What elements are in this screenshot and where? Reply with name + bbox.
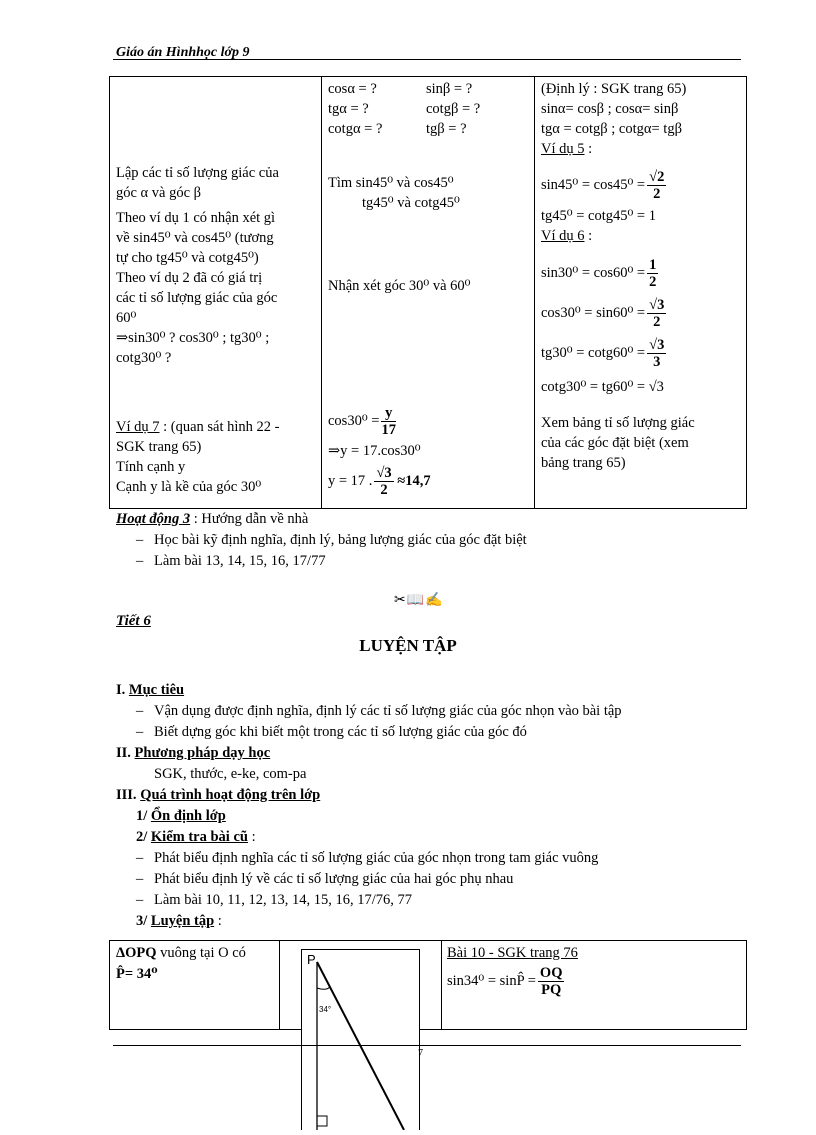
fraction: $\frac{√2}{2}$	[649, 169, 665, 202]
triangle-opq-icon	[302, 950, 419, 1130]
fraction: $\frac{y}{17}$	[381, 405, 396, 438]
vertex-p-label: P	[307, 952, 316, 967]
list-item: – Phát biểu định nghĩa các tỉ số lượng giác của góc nhọn trong tam giác vuông	[134, 848, 746, 869]
fraction: $\frac{1}{2}$	[649, 257, 657, 290]
page-header: Giáo án Hìnhhọc lớp 9	[116, 45, 250, 60]
exercise-table	[109, 940, 747, 1030]
student-column	[322, 77, 535, 509]
exercise-10-cell: Bài 10 - SGK trang 76 sin34⁰ = sinP̂ = $\frac{OQ}{PQ}$	[442, 941, 747, 1030]
example-7-block: Ví dụ 7 : (quan sát hình 22 - SGK trang 65) Tính cạnh y Cạnh y là kề của góc 30⁰	[116, 419, 280, 495]
activity-3: Hoạt động 3 : Hướng dẫn về nhà – Học bài kỹ định nghĩa, định lý, bảng lượng giác của góc đặt biệt – Làm bài 13, 14, 15, 16, 17/77	[116, 509, 527, 572]
ornament-icon: ✂📖✍	[394, 593, 444, 608]
content-column	[535, 77, 747, 509]
list-item: – Phát biểu định lý về các tỉ số lượng giác của hai góc phụ nhau	[134, 869, 746, 890]
example-6: sin30⁰ = cos60⁰ = $\frac{1}{2}$ cos30⁰ = sin60⁰ = $\frac{√3}{2}$ tg30⁰ = cotg60⁰ = $\frac{√3}{3}$ cotg30⁰ = tg60⁰ = √3	[541, 257, 665, 395]
given-cell: ΔOPQ vuông tại O có P̂= 34⁰	[110, 941, 280, 1030]
find-45: Tìm sin45⁰ và cos45⁰ tg45⁰ và cotg45⁰	[328, 175, 460, 211]
fraction: $\frac{OQ}{PQ}$	[539, 965, 563, 998]
special-angle-note: Xem bảng tỉ số lượng giác của các góc đặt biệt (xem bảng trang 65)	[541, 415, 695, 471]
question-block-2: Theo ví dụ 1 có nhận xét gì về sin45⁰ và cos45⁰ (tương tự cho tg45⁰ và cotg45⁰) Theo ví dụ 2 đã có giá trị các tỉ số lượng giác của góc 60⁰ ⇒sin30⁰ ? cos30⁰ ; tg30⁰ ; cotg30⁰ ?	[116, 210, 278, 366]
page-number: 7	[418, 1048, 423, 1059]
list-item: – Biết dựng góc khi biết một trong các tỉ số lượng giác của góc đó	[134, 722, 746, 743]
header-rule	[113, 59, 741, 60]
example-7-title: Ví dụ 7	[116, 419, 160, 435]
angle-label: 34°	[319, 1005, 332, 1014]
ratio-questions: cosα = ? sinβ = ? tgα = ? cotgβ = ? cotgα = ? tgβ = ?	[328, 81, 481, 137]
lesson-number: Tiết 6	[116, 613, 151, 629]
list-item: – Vận dụng được định nghĩa, định lý các tỉ số lượng giác của góc nhọn vào bài tập	[134, 701, 746, 722]
fraction: $\frac{√3}{3}$	[649, 337, 665, 370]
list-item: – Làm bài 10, 11, 12, 13, 14, 15, 16, 17/76, 77	[134, 890, 746, 911]
lesson-title: LUYỆN TẬP	[359, 636, 457, 655]
lesson-table	[109, 76, 747, 509]
list-item: – Làm bài 13, 14, 15, 16, 17/77	[134, 551, 527, 572]
lesson-sections: I. Mục tiêu – Vận dụng được định nghĩa, định lý các tỉ số lượng giác của góc nhọn vào bài tập – Biết dựng góc khi biết một trong các tỉ số lượng giác của góc đó II. Phương pháp dạy học SGK, thước, e-ke, com-pa III. Quá trình hoạt động trên lớp 1/ Ổn định lớp 2/ Kiểm tra bài cũ : – Phát biểu định nghĩa các tỉ số lượng giác của góc nhọn trong tam giác vuông – Phát biểu định lý về các tỉ số lượng giác của hai góc phụ nhau – Làm bài 10, 11, 12, 13, 14, 15, 16, 17/76, 77 3/ Luyện tập :	[116, 680, 746, 932]
example-5: sin45⁰ = cos45⁰ = $\frac{√2}{2}$ tg45⁰ = cotg45⁰ = 1 Ví dụ 6 :	[541, 169, 665, 244]
remark-30-60: Nhận xét góc 30⁰ và 60⁰	[328, 278, 471, 294]
teacher-column	[110, 77, 322, 509]
question-block-1: Lập các tỉ số lượng giác của góc α và góc β	[116, 165, 279, 201]
triangle-figure	[301, 949, 420, 1130]
footer-rule	[113, 1045, 741, 1046]
example-7-work: cos30⁰ = $\frac{y}{17}$ ⇒y = 17.cos30⁰ y = 17 . $\frac{√3}{2}$ ≈14,7	[328, 405, 431, 498]
list-item: – Học bài kỹ định nghĩa, định lý, bảng lượng giác của góc đặt biệt	[134, 530, 527, 551]
theorem-block: (Định lý : SGK trang 65) sinα= cosβ ; cosα= sinβ tgα = cotgβ ; cotgα= tgβ Ví dụ 5 :	[541, 81, 687, 157]
fraction: $\frac{√3}{2}$	[649, 297, 665, 330]
fraction: $\frac{√3}{2}$	[376, 465, 392, 498]
